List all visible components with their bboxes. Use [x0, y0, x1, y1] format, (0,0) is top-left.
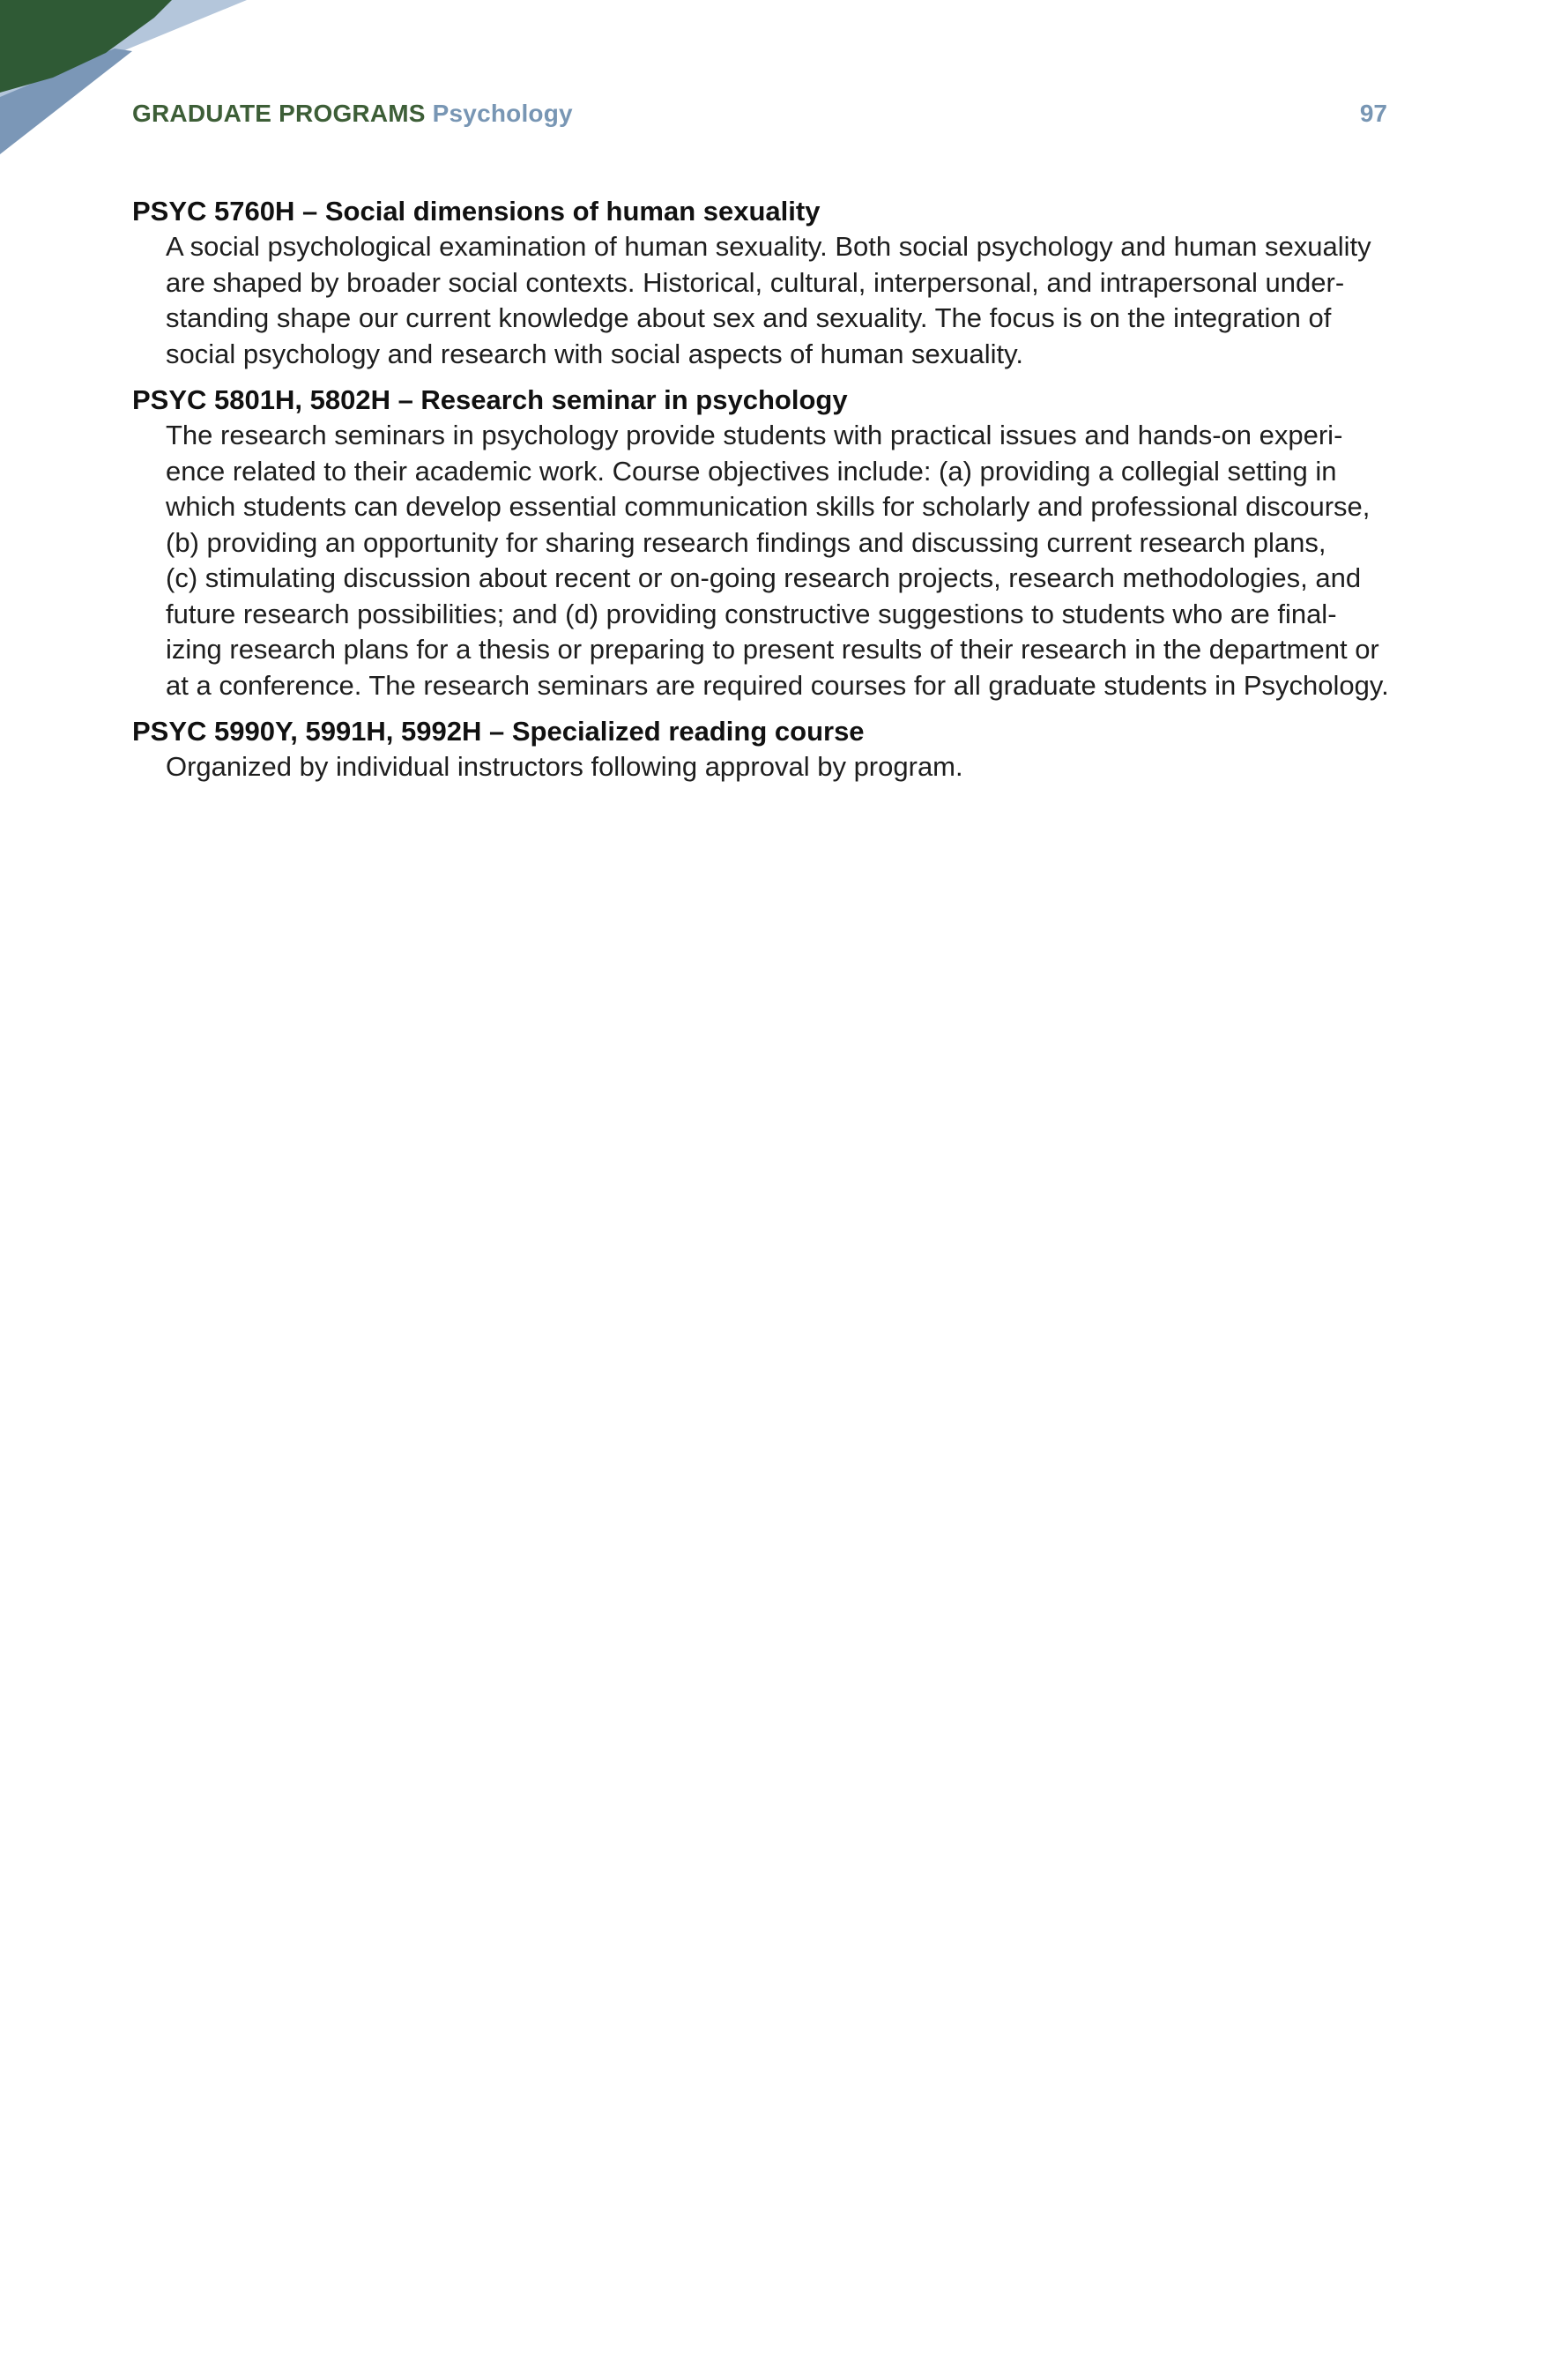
- description-line: social psychology and research with social aspects of human sexuality.: [166, 338, 1023, 369]
- course-entry: [132, 194, 1428, 372]
- description-line: (c) stimulating discussion about recent or on-going research projects, research methodologies, and: [166, 562, 1362, 593]
- course-title: PSYC 5801H, 5802H – Research seminar in psychology: [132, 384, 848, 415]
- page-number: 97: [1359, 100, 1387, 127]
- course-entry: [132, 383, 1428, 703]
- description-line: ence related to their academic work. Course objectives include: (a) providing a collegial setting in: [166, 455, 1337, 487]
- description-line: future research possibilities; and (d) providing constructive suggestions to students who are final-: [166, 598, 1337, 629]
- description-line: at a conference. The research seminars are required courses for all graduate students in Psychology.: [166, 669, 1389, 701]
- course-list: [132, 194, 1428, 796]
- course-title: PSYC 5990Y, 5991H, 5992H – Specialized reading course: [132, 716, 865, 747]
- description-line: Organized by individual instructors following approval by program.: [166, 751, 963, 782]
- description-line: The research seminars in psychology provide students with practical issues and hands-on experi-: [166, 420, 1343, 450]
- description-line: (b) providing an opportunity for sharing research findings and discussing current research plans,: [166, 526, 1326, 558]
- running-header: [132, 100, 573, 128]
- header-subject: Psychology: [432, 100, 573, 127]
- description-line: which students can develop essential communication skills for scholarly and professional discourse,: [166, 491, 1371, 522]
- description-line: are shaped by broader social contexts. Historical, cultural, interpersonal, and intrapersonal under-: [166, 266, 1345, 298]
- description-line: standing shape our current knowledge about sex and sexuality. The focus is on the integration of: [166, 302, 1332, 333]
- course-description: [166, 418, 1428, 703]
- course-description: [166, 749, 1428, 785]
- corner-decoration: [0, 0, 247, 159]
- header-section: GRADUATE PROGRAMS: [132, 100, 426, 127]
- course-title: PSYC 5760H – Social dimensions of human sexuality: [132, 196, 821, 227]
- course-entry: [132, 714, 1428, 785]
- description-line: izing research plans for a thesis or preparing to present results of their research in the department or: [166, 634, 1379, 665]
- description-line: A social psychological examination of human sexuality. Both social psychology and human sexuality: [166, 231, 1371, 262]
- course-description: [166, 229, 1428, 372]
